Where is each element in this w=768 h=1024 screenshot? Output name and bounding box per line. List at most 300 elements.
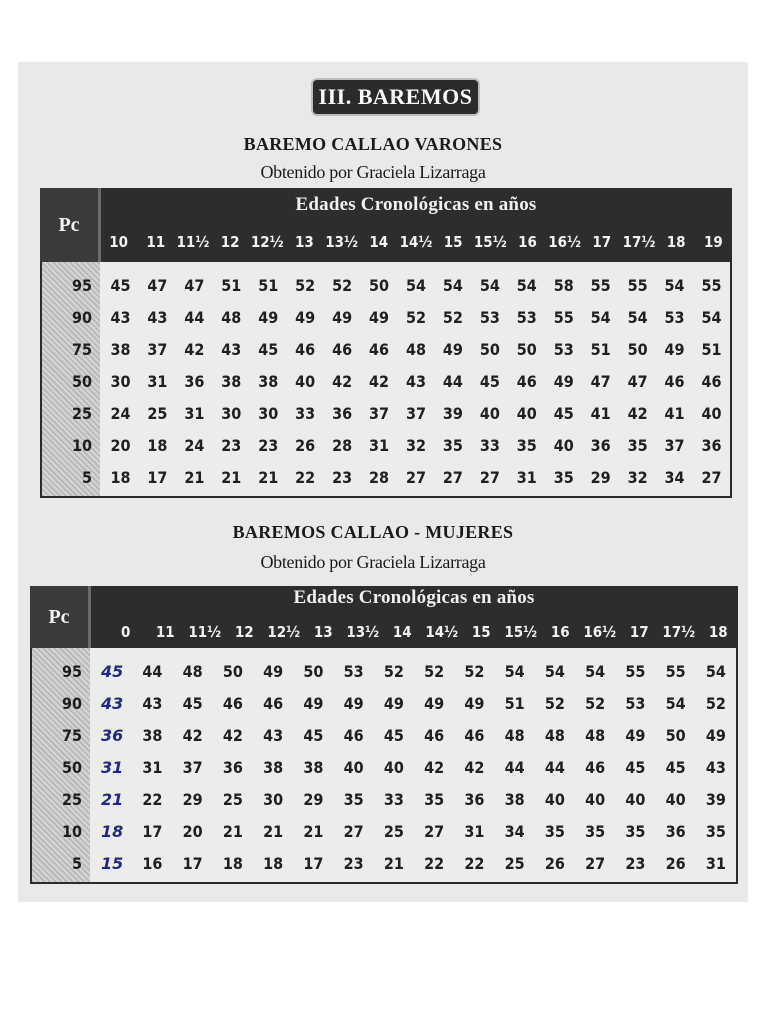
score-cell: 51 (701, 340, 722, 359)
score-cell: 36 (701, 436, 722, 455)
percentile-cell: 25 (71, 404, 92, 423)
score-cell: 46 (332, 340, 353, 359)
score-cell: 17 (182, 854, 203, 873)
score-cell: 46 (343, 726, 364, 745)
score-cell: 49 (383, 694, 404, 713)
score-cell: 18 (110, 468, 131, 487)
score-cell: 25 (222, 790, 243, 809)
age-header-cell: 11½ (188, 623, 222, 641)
table-row (32, 720, 736, 752)
score-cell: 45 (100, 662, 124, 681)
score-cell: 45 (625, 758, 646, 777)
score-cell: 38 (258, 372, 279, 391)
age-header-cell: 17½ (662, 623, 696, 641)
score-cell: 36 (332, 404, 353, 423)
score-cell: 55 (590, 276, 611, 295)
score-cell: 34 (664, 468, 685, 487)
score-cell: 54 (590, 308, 611, 327)
table-row (42, 366, 730, 398)
percentile-cell: 50 (61, 758, 82, 777)
score-cell: 44 (504, 758, 525, 777)
score-cell: 39 (705, 790, 726, 809)
score-cell: 46 (424, 726, 445, 745)
score-cell: 43 (142, 694, 163, 713)
score-cell: 49 (263, 662, 284, 681)
score-cell: 34 (504, 822, 525, 841)
score-cell: 45 (182, 694, 203, 713)
score-cell: 45 (258, 340, 279, 359)
score-cell: 41 (590, 404, 611, 423)
score-cell: 50 (479, 340, 500, 359)
score-cell: 47 (627, 372, 648, 391)
age-header-cell: 0 (121, 623, 131, 641)
pc-column-label: Pc (30, 586, 91, 648)
score-cell: 46 (263, 694, 284, 713)
score-cell: 37 (147, 340, 168, 359)
score-cell: 27 (701, 468, 722, 487)
age-header-cell: 11½ (176, 233, 210, 251)
score-cell: 55 (553, 308, 574, 327)
age-header-cell: 18 (666, 233, 686, 251)
score-cell: 47 (147, 276, 168, 295)
age-header-cell: 15½ (504, 623, 538, 641)
score-cell: 40 (585, 790, 606, 809)
score-cell: 52 (442, 308, 463, 327)
score-cell: 45 (383, 726, 404, 745)
table-row (32, 656, 736, 688)
score-cell: 22 (464, 854, 485, 873)
score-cell: 31 (142, 758, 163, 777)
score-cell: 27 (479, 468, 500, 487)
score-cell: 35 (625, 822, 646, 841)
score-cell: 23 (221, 436, 242, 455)
percentile-cell: 75 (71, 340, 92, 359)
score-cell: 36 (100, 726, 124, 745)
score-cell: 45 (479, 372, 500, 391)
score-cell: 49 (295, 308, 316, 327)
score-cell: 42 (627, 404, 648, 423)
score-cell: 50 (303, 662, 324, 681)
score-cell: 29 (182, 790, 203, 809)
score-cell: 35 (544, 822, 565, 841)
score-cell: 58 (553, 276, 574, 295)
score-cell: 32 (405, 436, 426, 455)
score-cell: 46 (701, 372, 722, 391)
score-cell: 54 (479, 276, 500, 295)
score-cell: 55 (627, 276, 648, 295)
score-cell: 42 (222, 726, 243, 745)
score-cell: 43 (110, 308, 131, 327)
score-cell: 42 (182, 726, 203, 745)
table-row (42, 398, 730, 430)
age-header-cell: 12 (220, 233, 240, 251)
percentile-cell: 95 (71, 276, 92, 295)
score-cell: 41 (664, 404, 685, 423)
score-cell: 40 (343, 758, 364, 777)
score-cell: 54 (705, 662, 726, 681)
age-header-cell: 18 (708, 623, 728, 641)
age-header-cell: 10 (109, 233, 128, 251)
ages-caption: Edades Cronológicas en años (293, 587, 535, 608)
score-cell: 24 (110, 404, 131, 423)
score-cell: 31 (147, 372, 168, 391)
age-header-cell: 16½ (583, 623, 617, 641)
score-cell: 47 (590, 372, 611, 391)
score-cell: 49 (705, 726, 726, 745)
score-cell: 42 (184, 340, 205, 359)
percentile-cell: 25 (61, 790, 82, 809)
age-header-cell: 17½ (622, 233, 656, 251)
mujeres-table-body (30, 648, 738, 884)
score-cell: 46 (516, 372, 537, 391)
score-cell: 17 (147, 468, 168, 487)
score-cell: 48 (585, 726, 606, 745)
percentile-cell: 75 (61, 726, 82, 745)
score-cell: 40 (544, 790, 565, 809)
score-cell: 22 (295, 468, 316, 487)
score-cell: 26 (544, 854, 565, 873)
age-header-cell: 12½ (267, 623, 301, 641)
table-row (32, 688, 736, 720)
table-row (42, 302, 730, 334)
score-cell: 54 (442, 276, 463, 295)
score-cell: 50 (222, 662, 243, 681)
score-cell: 36 (464, 790, 485, 809)
score-cell: 49 (258, 308, 279, 327)
score-cell: 45 (303, 726, 324, 745)
score-cell: 52 (705, 694, 726, 713)
score-cell: 52 (464, 662, 485, 681)
score-cell: 45 (665, 758, 686, 777)
score-cell: 48 (221, 308, 242, 327)
score-cell: 49 (464, 694, 485, 713)
table-row (32, 848, 736, 880)
age-header-cell: 13 (313, 623, 333, 641)
score-cell: 38 (110, 340, 131, 359)
score-cell: 22 (142, 790, 163, 809)
score-cell: 46 (222, 694, 243, 713)
score-cell: 50 (665, 726, 686, 745)
score-cell: 17 (303, 854, 324, 873)
pc-column-label: Pc (40, 188, 101, 262)
score-cell: 37 (369, 404, 390, 423)
score-cell: 52 (383, 662, 404, 681)
score-cell: 45 (110, 276, 131, 295)
score-cell: 31 (464, 822, 485, 841)
percentile-cell: 10 (61, 822, 82, 841)
ages-caption: Edades Cronológicas en años (295, 194, 537, 215)
score-cell: 53 (553, 340, 574, 359)
score-cell: 25 (383, 822, 404, 841)
score-cell: 24 (184, 436, 205, 455)
score-cell: 37 (405, 404, 426, 423)
table-row (42, 334, 730, 366)
score-cell: 38 (263, 758, 284, 777)
varones-title: BAREMO CALLAO VARONES (243, 134, 503, 154)
table-row (32, 784, 736, 816)
age-header-cell: 15½ (473, 233, 507, 251)
score-cell: 40 (665, 790, 686, 809)
score-cell: 18 (222, 854, 243, 873)
score-cell: 35 (516, 436, 537, 455)
score-cell: 21 (184, 468, 205, 487)
table-row (32, 752, 736, 784)
score-cell: 53 (516, 308, 537, 327)
table-row (32, 816, 736, 848)
age-header-cell: 11 (146, 233, 166, 251)
score-cell: 42 (464, 758, 485, 777)
score-cell: 53 (664, 308, 685, 327)
score-cell: 36 (590, 436, 611, 455)
mujeres-subtitle: Obtenido por Graciela Lizarraga (260, 552, 486, 572)
age-header-cell: 13½ (325, 233, 358, 251)
score-cell: 54 (627, 308, 648, 327)
score-cell: 55 (625, 662, 646, 681)
percentile-cell: 90 (71, 308, 92, 327)
score-cell: 33 (383, 790, 404, 809)
score-cell: 50 (369, 276, 390, 295)
score-cell: 52 (332, 276, 353, 295)
score-cell: 49 (369, 308, 390, 327)
score-cell: 18 (147, 436, 168, 455)
score-cell: 53 (479, 308, 500, 327)
score-cell: 42 (332, 372, 353, 391)
age-header-cell: 14 (369, 233, 389, 251)
score-cell: 47 (184, 276, 205, 295)
age-header-cell: 15 (471, 623, 491, 641)
age-header-cell: 17 (592, 233, 612, 251)
score-cell: 30 (263, 790, 284, 809)
score-cell: 31 (516, 468, 537, 487)
score-cell: 44 (544, 758, 565, 777)
percentile-cell: 5 (81, 468, 92, 487)
percentile-cell: 90 (61, 694, 82, 713)
score-cell: 40 (479, 404, 500, 423)
score-cell: 35 (424, 790, 445, 809)
score-cell: 36 (184, 372, 205, 391)
score-cell: 28 (369, 468, 390, 487)
score-cell: 18 (100, 822, 124, 841)
score-cell: 21 (221, 468, 242, 487)
score-cell: 30 (221, 404, 242, 423)
percentile-cell: 10 (71, 436, 92, 455)
score-cell: 27 (442, 468, 463, 487)
score-cell: 40 (516, 404, 537, 423)
score-cell: 27 (585, 854, 606, 873)
score-cell: 26 (665, 854, 686, 873)
document-page (18, 62, 748, 902)
score-cell: 20 (110, 436, 131, 455)
age-header-cell: 16 (518, 233, 537, 251)
score-cell: 50 (627, 340, 648, 359)
score-cell: 54 (701, 308, 722, 327)
age-header-cell: 15 (443, 233, 463, 251)
score-cell: 38 (504, 790, 525, 809)
score-cell: 42 (369, 372, 390, 391)
score-cell: 43 (405, 372, 426, 391)
score-cell: 44 (184, 308, 205, 327)
score-cell: 54 (664, 276, 685, 295)
score-cell: 51 (590, 340, 611, 359)
score-cell: 48 (504, 726, 525, 745)
score-cell: 30 (110, 372, 131, 391)
section-title: III. BAREMOS (313, 80, 478, 114)
score-cell: 32 (627, 468, 648, 487)
score-cell: 25 (504, 854, 525, 873)
table-row (42, 462, 730, 494)
score-cell: 48 (405, 340, 426, 359)
score-cell: 27 (424, 822, 445, 841)
age-header-cell: 14 (392, 623, 412, 641)
score-cell: 29 (590, 468, 611, 487)
score-cell: 43 (221, 340, 242, 359)
score-cell: 40 (295, 372, 316, 391)
score-cell: 54 (544, 662, 565, 681)
score-cell: 48 (182, 662, 203, 681)
score-cell: 52 (585, 694, 606, 713)
score-cell: 49 (664, 340, 685, 359)
score-cell: 35 (627, 436, 648, 455)
varones-table-header (40, 188, 732, 262)
score-cell: 51 (221, 276, 242, 295)
score-cell: 49 (442, 340, 463, 359)
score-cell: 38 (221, 372, 242, 391)
score-cell: 52 (424, 662, 445, 681)
score-cell: 52 (405, 308, 426, 327)
score-cell: 49 (424, 694, 445, 713)
age-header-cell: 11 (155, 623, 175, 641)
percentile-cell: 95 (61, 662, 82, 681)
score-cell: 17 (142, 822, 163, 841)
score-cell: 54 (405, 276, 426, 295)
score-cell: 43 (100, 694, 124, 713)
score-cell: 18 (263, 854, 284, 873)
score-cell: 26 (295, 436, 316, 455)
age-header-cell: 14½ (425, 623, 459, 641)
age-header-cell: 14½ (399, 233, 433, 251)
score-cell: 51 (504, 694, 525, 713)
score-cell: 38 (303, 758, 324, 777)
age-header-row (100, 226, 732, 258)
score-cell: 55 (701, 276, 722, 295)
varones-table (40, 188, 732, 498)
score-cell: 49 (303, 694, 324, 713)
varones-table-body (40, 262, 732, 498)
score-cell: 37 (182, 758, 203, 777)
score-cell: 16 (142, 854, 163, 873)
score-cell: 36 (222, 758, 243, 777)
score-cell: 54 (504, 662, 525, 681)
score-cell: 53 (343, 662, 364, 681)
score-cell: 50 (516, 340, 537, 359)
score-cell: 27 (405, 468, 426, 487)
score-cell: 31 (705, 854, 726, 873)
score-cell: 23 (332, 468, 353, 487)
score-cell: 44 (142, 662, 163, 681)
age-header-cell: 19 (703, 233, 723, 251)
score-cell: 15 (100, 854, 124, 873)
score-cell: 30 (258, 404, 279, 423)
score-cell: 31 (184, 404, 205, 423)
mujeres-title: BAREMOS CALLAO - MUJERES (232, 522, 514, 542)
score-cell: 37 (664, 436, 685, 455)
score-cell: 35 (343, 790, 364, 809)
age-header-cell: 17 (629, 623, 649, 641)
score-cell: 40 (625, 790, 646, 809)
score-cell: 43 (705, 758, 726, 777)
score-cell: 23 (258, 436, 279, 455)
score-cell: 35 (553, 468, 574, 487)
score-cell: 21 (100, 790, 124, 809)
score-cell: 35 (705, 822, 726, 841)
score-cell: 49 (343, 694, 364, 713)
score-cell: 46 (464, 726, 485, 745)
score-cell: 28 (332, 436, 353, 455)
score-cell: 54 (516, 276, 537, 295)
score-cell: 33 (295, 404, 316, 423)
score-cell: 49 (625, 726, 646, 745)
age-header-cell: 16 (550, 623, 570, 641)
score-cell: 46 (664, 372, 685, 391)
mujeres-table (30, 586, 738, 884)
score-cell: 22 (424, 854, 445, 873)
score-cell: 21 (303, 822, 324, 841)
score-cell: 21 (222, 822, 243, 841)
varones-subtitle: Obtenido por Graciela Lizarraga (260, 162, 486, 182)
score-cell: 49 (553, 372, 574, 391)
score-cell: 54 (585, 662, 606, 681)
score-cell: 40 (383, 758, 404, 777)
score-cell: 33 (479, 436, 500, 455)
score-cell: 46 (295, 340, 316, 359)
score-cell: 20 (182, 822, 203, 841)
score-cell: 23 (343, 854, 364, 873)
score-cell: 55 (665, 662, 686, 681)
score-cell: 51 (258, 276, 279, 295)
score-cell: 35 (442, 436, 463, 455)
score-cell: 27 (343, 822, 364, 841)
score-cell: 52 (544, 694, 565, 713)
score-cell: 42 (424, 758, 445, 777)
score-cell: 38 (142, 726, 163, 745)
score-cell: 31 (100, 758, 124, 777)
score-cell: 53 (625, 694, 646, 713)
score-cell: 43 (147, 308, 168, 327)
age-header-row (106, 616, 738, 646)
age-header-cell: 12½ (250, 233, 284, 251)
score-cell: 36 (665, 822, 686, 841)
score-cell: 21 (258, 468, 279, 487)
percentile-cell: 50 (71, 372, 92, 391)
score-cell: 31 (369, 436, 390, 455)
score-cell: 43 (263, 726, 284, 745)
age-header-cell: 12 (234, 623, 254, 641)
table-row (42, 270, 730, 302)
age-header-cell: 16½ (548, 233, 582, 251)
score-cell: 21 (263, 822, 284, 841)
score-cell: 52 (295, 276, 316, 295)
score-cell: 29 (303, 790, 324, 809)
score-cell: 40 (553, 436, 574, 455)
score-cell: 46 (585, 758, 606, 777)
age-header-cell: 13½ (346, 623, 380, 641)
percentile-cell: 5 (71, 854, 82, 873)
score-cell: 49 (332, 308, 353, 327)
score-cell: 23 (625, 854, 646, 873)
score-cell: 45 (553, 404, 574, 423)
score-cell: 39 (442, 404, 463, 423)
table-row (42, 430, 730, 462)
